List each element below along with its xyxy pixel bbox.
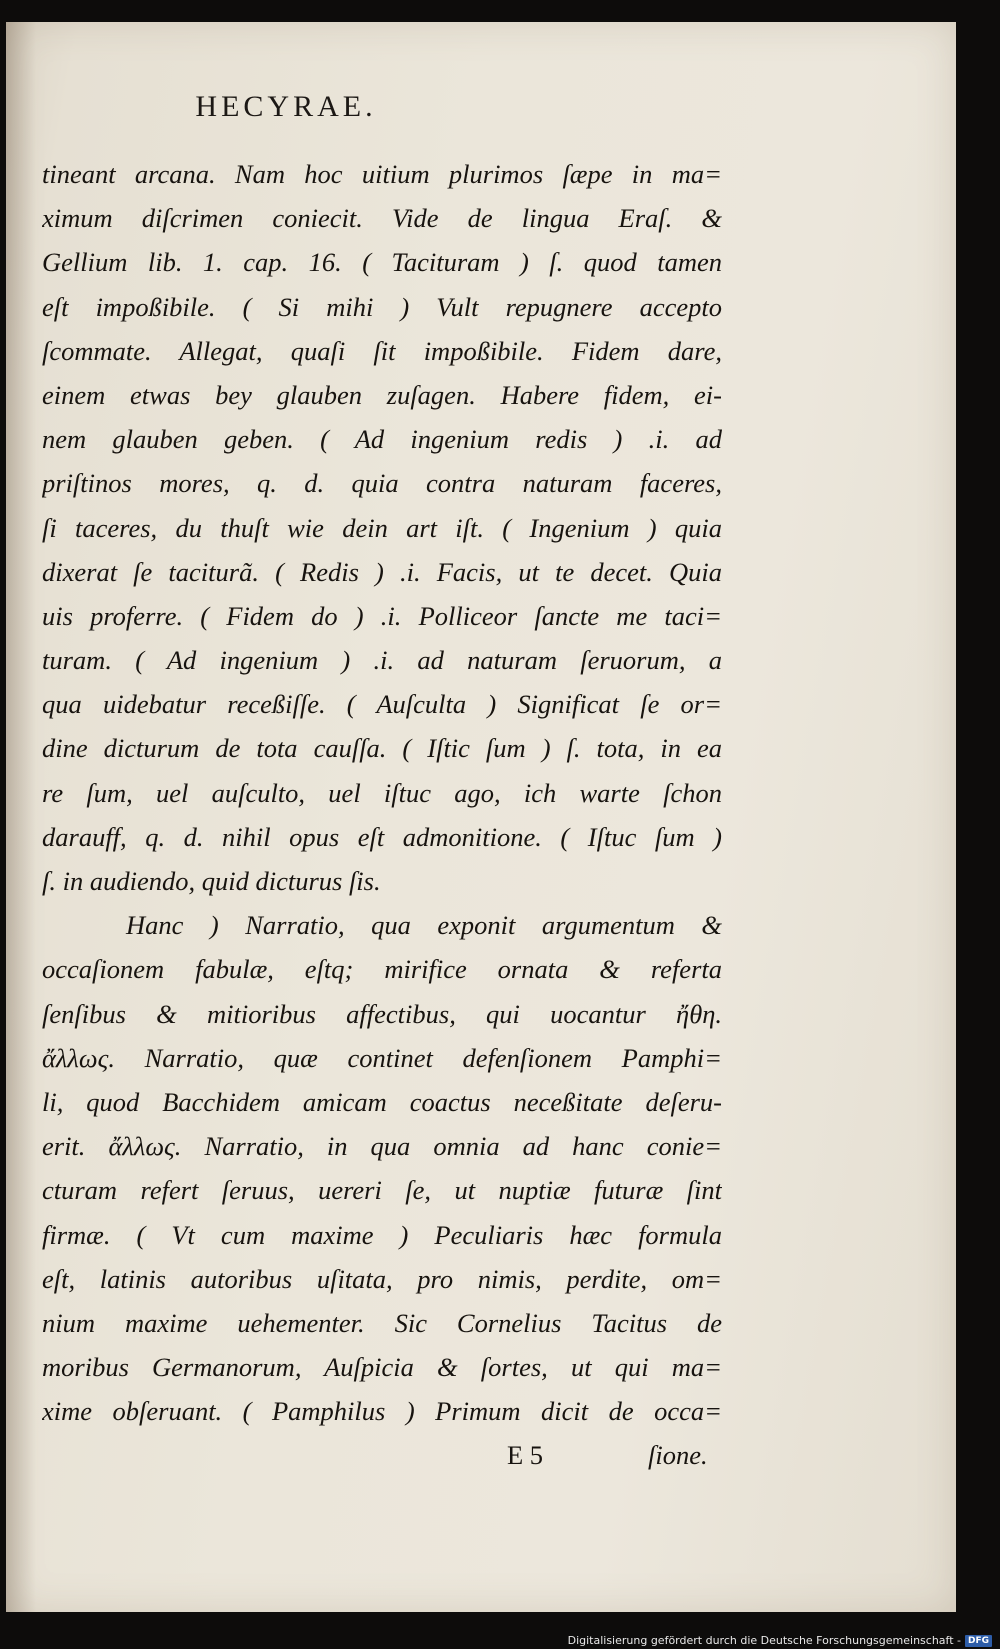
text-line: eſt impoßibile. ( Si mihi ) Vult repugnere accepto	[42, 291, 722, 322]
text-line: firmæ. ( Vt cum maxime ) Peculiaris hæc formula	[42, 1219, 722, 1250]
text-line: ſ. in audiendo, quid dicturus ſis.	[42, 866, 381, 896]
text-line: Gellium lib. 1. cap. 16. ( Tacituram ) ſ. quod tamen	[42, 247, 722, 278]
text-line: ἄλλως. Narratio, quæ continet defenſionem Pamphi=	[42, 1042, 722, 1073]
text-line: darauff, q. d. nihil opus eſt admonitione. ( Iſtuc ſum )	[42, 821, 722, 852]
text-line: occaſionem fabulæ, eſtq; mirifice ornata & referta	[42, 954, 722, 985]
text-line: turam. ( Ad ingenium ) .i. ad naturam ſeruorum, a	[42, 645, 722, 676]
text-line: qua uidebatur receßiſſe. ( Auſculta ) Significat ſe or=	[42, 689, 722, 720]
catchword: ſione.	[648, 1440, 708, 1471]
book-page	[6, 22, 956, 1612]
text-line: cturam refert ſeruus, uereri ſe, ut nuptiæ futuræ ſint	[42, 1175, 722, 1206]
dfg-logo: DFG	[965, 1635, 992, 1647]
text-line: ſi taceres, du thuſt wie dein art iſt. ( Ingenium ) quia	[42, 512, 722, 543]
signature-mark: E 5	[507, 1440, 544, 1471]
text-line: dine dicturum de tota cauſſa. ( Iſtic ſum ) ſ. tota, in ea	[42, 733, 722, 764]
text-line: ſenſibus & mitioribus affectibus, qui uocantur ἤθη.	[42, 998, 722, 1029]
text-line: dixerat ſe taciturã. ( Redis ) .i. Facis, ut te decet. Quia	[42, 556, 722, 587]
running-head: HECYRAE.	[195, 90, 377, 123]
text-line: uis proferre. ( Fidem do ) .i. Polliceor ſancte me taci=	[42, 600, 722, 631]
text-line: nem glauben geben. ( Ad ingenium redis ) .i. ad	[42, 424, 722, 455]
text-line: einem etwas bey glauben zuſagen. Habere fidem, ei-	[42, 379, 722, 410]
text-block	[42, 152, 722, 1477]
text-line: xime obſeruant. ( Pamphilus ) Primum dicit de occa=	[42, 1396, 722, 1427]
text-line: tineant arcana. Nam hoc uitium plurimos ſæpe in ma=	[42, 159, 722, 189]
text-line: ximum diſcrimen coniecit. Vide de lingua Eraſ. &	[42, 203, 722, 234]
text-line-paragraph-start: Hanc ) Narratio, qua exponit argumentum &	[126, 910, 722, 941]
text-line: nium maxime uehementer. Sic Cornelius Tacitus de	[42, 1307, 722, 1338]
page-footer-line	[42, 1433, 722, 1477]
text-line: priſtinos mores, q. d. quia contra naturam faceres,	[42, 468, 722, 499]
credit-text: Digitalisierung gefördert durch die Deutsche Forschungsgemeinschaft -	[567, 1634, 961, 1647]
digitization-credit	[568, 1634, 992, 1647]
text-line: ſcommate. Allegat, quaſi ſit impoßibile. Fidem dare,	[42, 335, 722, 366]
text-line: moribus Germanorum, Auſpicia & ſortes, ut qui ma=	[42, 1352, 722, 1383]
text-line: re ſum, uel auſculto, uel iſtuc ago, ich warte ſchon	[42, 777, 722, 808]
text-line: erit. ἄλλως. Narratio, in qua omnia ad hanc conie=	[42, 1131, 722, 1162]
text-line: li, quod Bacchidem amicam coactus neceßitate deſeru-	[42, 1086, 722, 1117]
text-line: eſt, latinis autoribus uſitata, pro nimis, perdite, om=	[42, 1263, 722, 1294]
